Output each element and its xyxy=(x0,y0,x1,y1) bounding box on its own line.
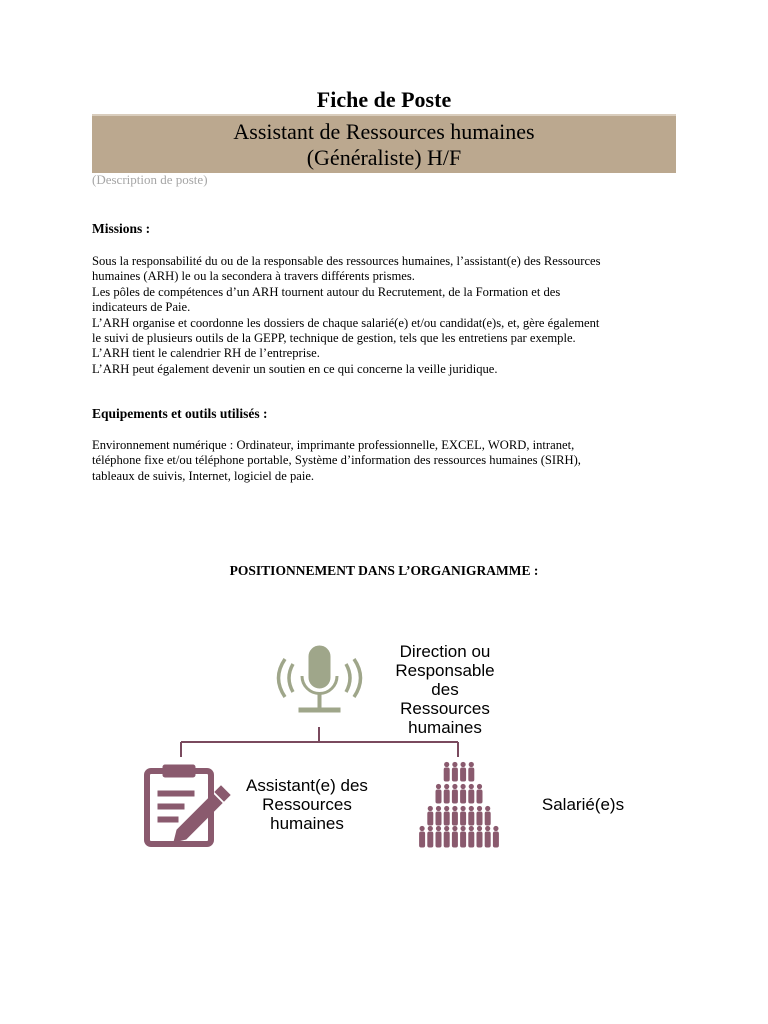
missions-line: L’ARH peut également devenir un soutien en ce qui concerne la veille juridique. xyxy=(92,361,498,376)
description-hint: (Description de poste) xyxy=(92,172,208,187)
missions-paragraph xyxy=(92,254,682,377)
person-figure xyxy=(468,762,474,782)
missions-heading: Missions : xyxy=(92,221,151,236)
person-figure xyxy=(436,806,442,826)
microphone-icon xyxy=(279,646,361,712)
person-figure xyxy=(419,826,425,848)
equipment-line: tableaux de suivis, Internet, logiciel de paie. xyxy=(92,468,315,483)
node-label-line: Ressources xyxy=(262,795,352,814)
person-figure xyxy=(493,826,499,848)
job-title-line-1: Assistant de Ressources humaines xyxy=(233,119,535,144)
node-label-line: humaines xyxy=(408,718,482,737)
person-figure xyxy=(468,806,474,826)
person-figure xyxy=(444,762,450,782)
equipment-line: téléphone fixe et/ou téléphone portable, Système d’information des ressources humaines (SIRH), xyxy=(92,453,581,468)
person-figure xyxy=(460,806,466,826)
node-assistant-label xyxy=(240,776,374,833)
person-figure xyxy=(460,826,466,848)
group-people-icon xyxy=(419,762,499,848)
person-figure xyxy=(436,784,442,804)
person-figure xyxy=(444,784,450,804)
job-title-line-2: (Généraliste) H/F xyxy=(306,145,462,170)
person-figure xyxy=(485,826,491,848)
person-figure xyxy=(452,784,458,804)
person-figure xyxy=(444,826,450,848)
person-figure xyxy=(477,806,483,826)
person-figure xyxy=(436,826,442,848)
job-title-banner xyxy=(92,114,676,173)
node-direction-label xyxy=(380,642,510,737)
node-label-line: humaines xyxy=(270,814,344,833)
equipment-heading: Equipements et outils utilisés : xyxy=(92,406,268,421)
person-figure xyxy=(452,826,458,848)
node-label-line: Salarié(e)s xyxy=(541,795,625,814)
missions-line: L’ARH organise et coordonne les dossiers de chaque salarié(e) et/ou candidat(e)s, et, gère également xyxy=(92,315,600,330)
person-figure xyxy=(468,826,474,848)
person-figure xyxy=(452,806,458,826)
person-figure xyxy=(460,784,466,804)
node-label-line: Responsable des xyxy=(395,661,495,699)
node-label-line: Direction ou xyxy=(399,642,491,661)
clipboard-edit-icon xyxy=(147,765,230,844)
person-figure xyxy=(485,806,491,826)
person-figure xyxy=(444,806,450,826)
equipment-paragraph xyxy=(92,438,682,484)
person-figure xyxy=(460,762,466,782)
person-figure xyxy=(452,762,458,782)
missions-line: Sous la responsabilité du ou de la responsable des ressources humaines, l’assistant(e) des Ressources xyxy=(92,254,601,268)
node-label-line: Ressources xyxy=(400,699,490,718)
missions-line: L’ARH tient le calendrier RH de l’entreprise. xyxy=(92,346,320,361)
missions-line: le suivi de plusieurs outils de la GEPP, technique de gestion, tels que les entretiens par exemple. xyxy=(92,331,576,346)
missions-line: Les pôles de compétences d’un ARH tournent autour du Recrutement, de la Formation et des xyxy=(92,284,561,299)
equipment-line: Environnement numérique : Ordinateur, imprimante professionnelle, EXCEL, WORD, intranet, xyxy=(92,438,575,452)
missions-line: humaines (ARH) le ou la secondera à travers différents prismes. xyxy=(92,269,415,284)
person-figure xyxy=(477,826,483,848)
person-figure xyxy=(468,784,474,804)
missions-line: indicateurs de Paie. xyxy=(92,300,191,315)
person-figure xyxy=(427,826,433,848)
person-figure xyxy=(477,784,483,804)
person-figure xyxy=(427,806,433,826)
document-title: Fiche de Poste xyxy=(316,87,452,112)
node-employees-label xyxy=(534,795,632,814)
node-label-line: Assistant(e) des xyxy=(246,776,368,795)
org-chart-heading: POSITIONNEMENT DANS L’ORGANIGRAMME : xyxy=(229,563,539,578)
